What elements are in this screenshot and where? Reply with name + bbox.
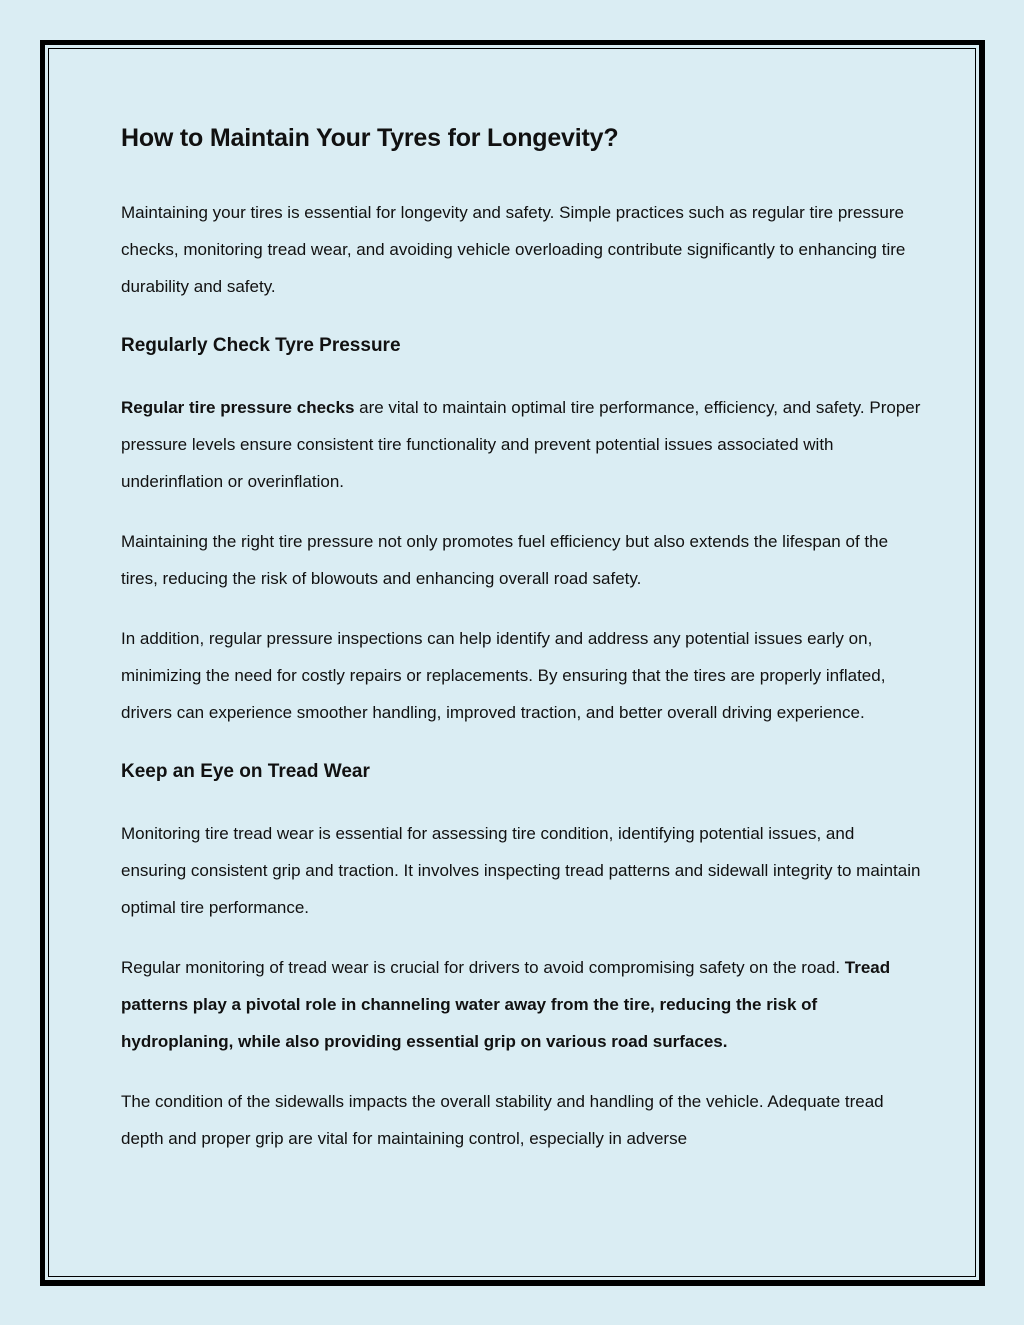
tyre-pressure-paragraph-1-text: are vital to maintain optimal tire performance, efficiency, and safety. Proper pressure levels ensure consistent tire functionality and prevent potential issues associated with underinflation or overinflation. [121,398,921,491]
section-heading-tread-wear: Keep an Eye on Tread Wear [121,761,370,782]
intro-paragraph: Maintaining your tires is essential for longevity and safety. Simple practices such as regular tire pressure checks, monitoring tread wear, and avoiding vehicle overloading contribute significantly to enhancing tire durability and safety. [121,203,906,296]
tread-wear-paragraph-3: The condition of the sidewalls impacts the overall stability and handling of the vehicle. Adequate tread depth and proper grip are vital for maintaining control, especially in adverse [121,1092,884,1148]
article-title: How to Maintain Your Tyres for Longevity? [121,124,619,152]
tread-wear-bold-sentence: Tread patterns play a pivotal role in channeling water away from the tire, reducing the risk of hydroplaning, while also providing essential grip on various road surfaces. [121,958,891,1051]
tread-wear-paragraph-1: Monitoring tire tread wear is essential for assessing tire condition, identifying potential issues, and ensuring consistent grip and traction. It involves inspecting tread patterns and sidewall integrity to maintain optimal tire performance. [121,824,921,917]
tread-wear-paragraph-2-text: Regular monitoring of tread wear is crucial for drivers to avoid compromising safety on the road. [121,958,845,977]
tyre-pressure-paragraph-2: Maintaining the right tire pressure not only promotes fuel efficiency but also extends the lifespan of the tires, reducing the risk of blowouts and enhancing overall road safety. [121,532,889,588]
section-heading-tyre-pressure: Regularly Check Tyre Pressure [121,335,401,356]
tread-wear-paragraph-2 [121,949,921,1060]
tyre-pressure-paragraph-1 [121,389,921,500]
tyre-pressure-paragraph-3: In addition, regular pressure inspections can help identify and address any potential issues early on, minimizing the need for costly repairs or replacements. By ensuring that the tires are properly inflated, drivers can experience smoother handling, improved traction, and better overall driving experience. [121,629,886,722]
article [121,118,921,1180]
tyre-pressure-bold-phrase: Regular tire pressure checks [121,398,355,417]
